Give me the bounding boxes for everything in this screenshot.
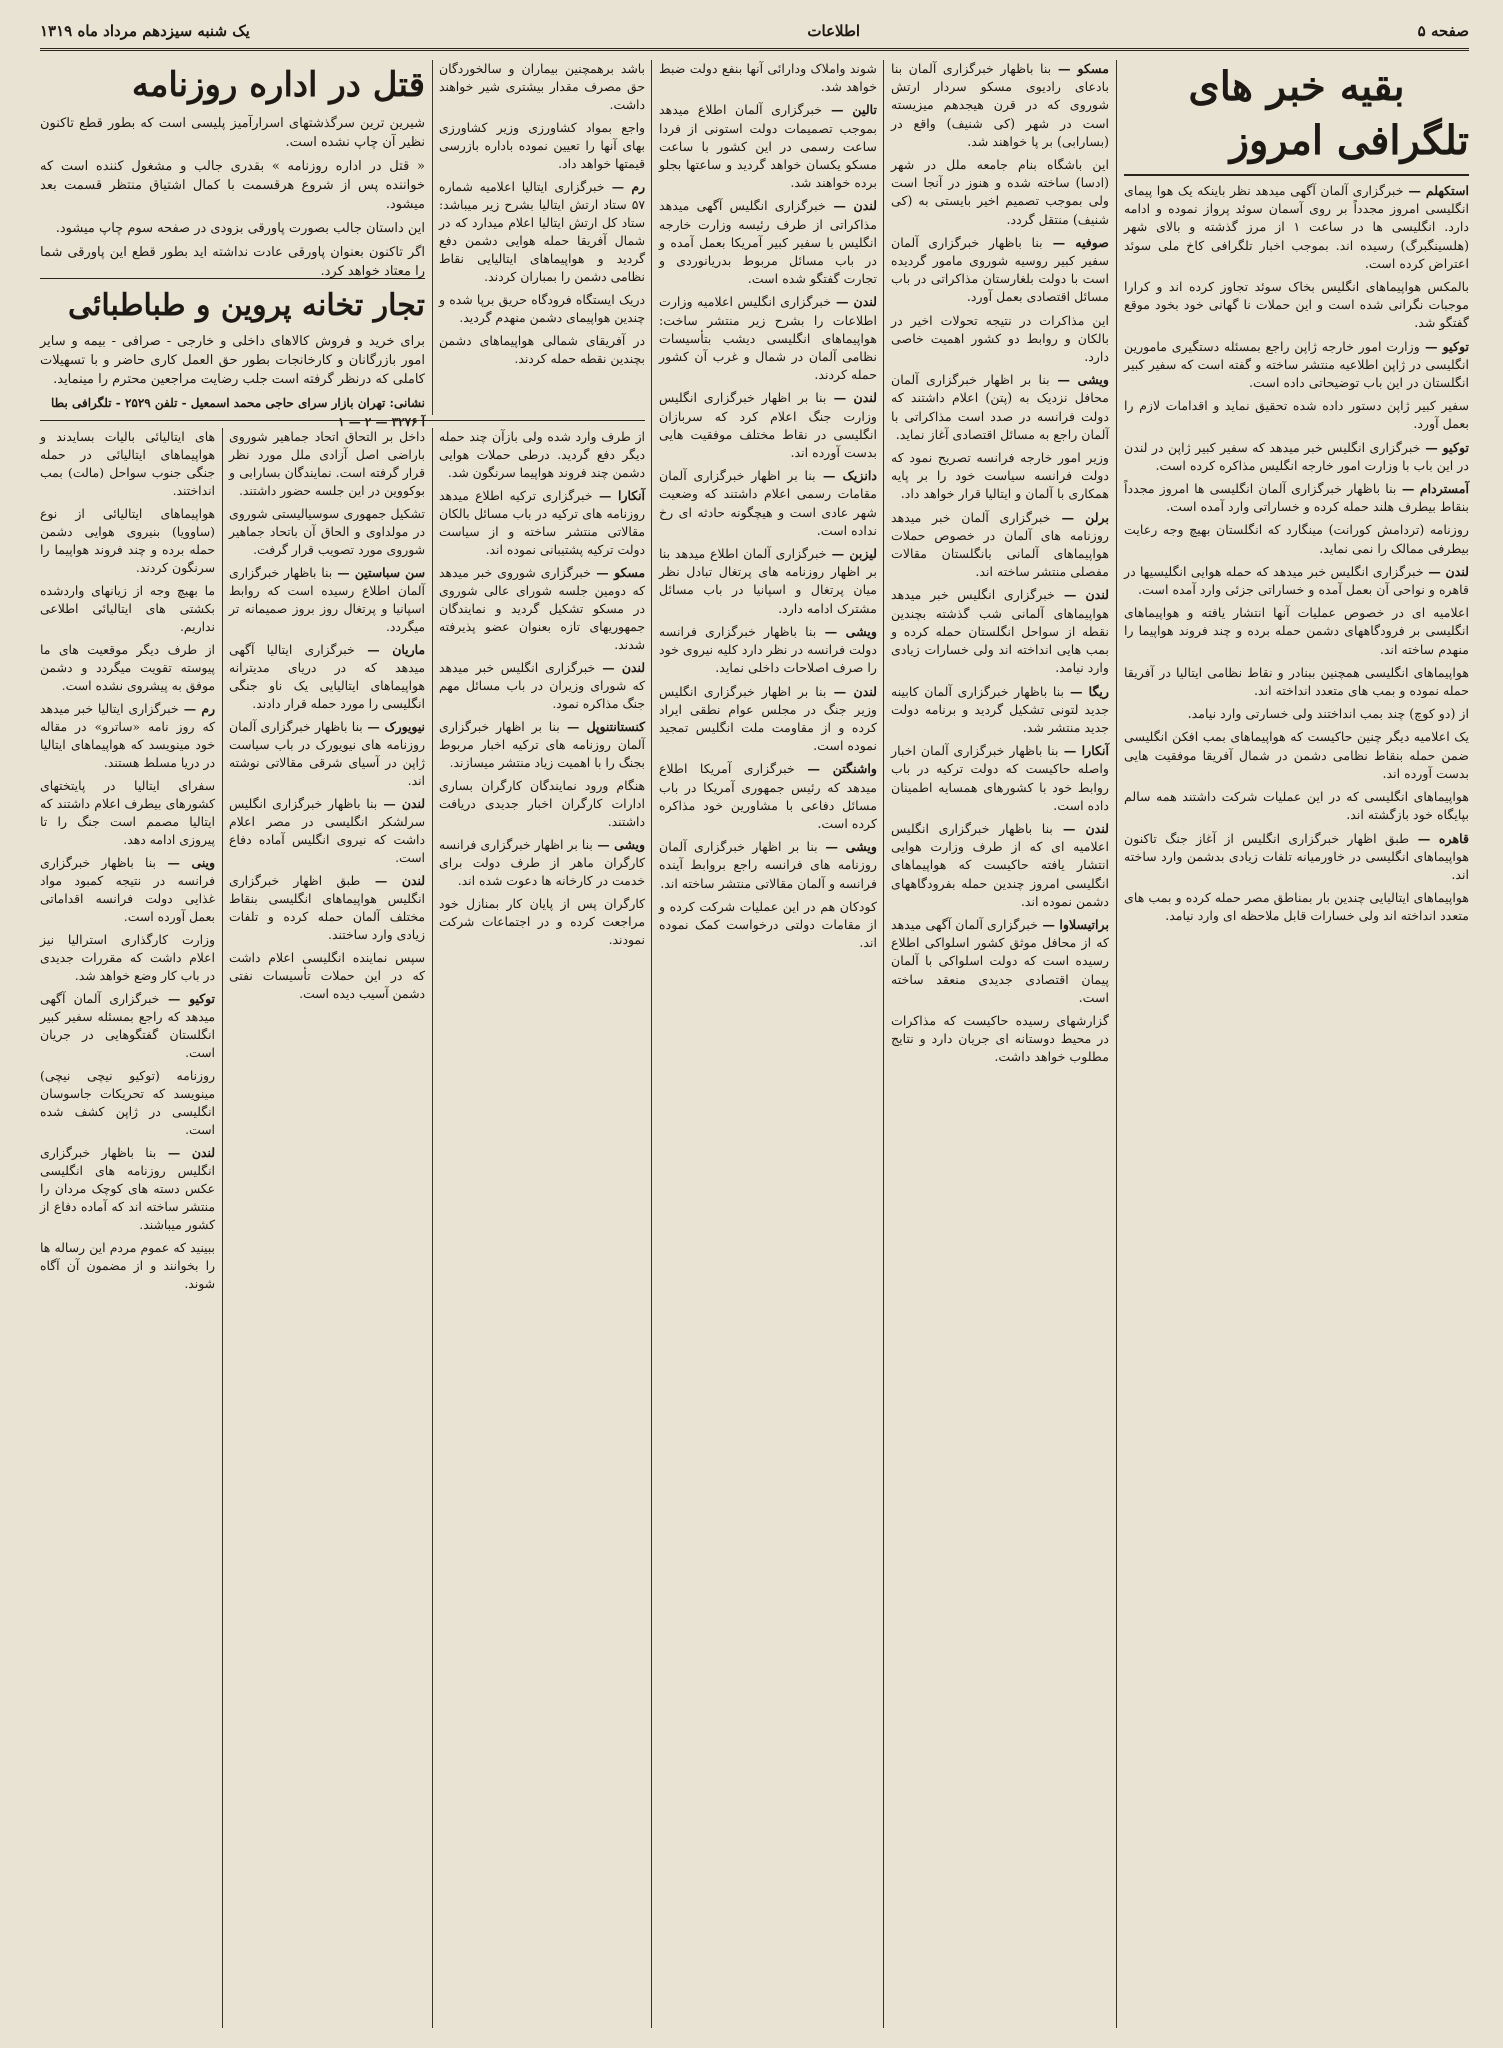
dateline: آنکارا — [1058, 743, 1109, 759]
top-left-news [439, 60, 645, 415]
news-paragraph: ویشی — بنا بر اظهار خبرگزاری آلمان محافل نزدیک به (پتن) اعلام داشتند که دولت فرانسه در صدد است مذاکراتی با آلمان راجع به مسائل اقتصادی آغاز نماید. [891, 372, 1109, 442]
dateline: استکهلم — [1403, 183, 1469, 198]
dateline: لندن — [1052, 820, 1109, 836]
news-paragraph: ببینید که عموم مردم این رساله ها را بخوانند و از مضمون آن آگاه شوند. [40, 1240, 215, 1291]
news-paragraph: کودکان هم در این عملیات شرکت کرده و از مقامات دولتی درخواست کمک نموده اند. [659, 898, 877, 951]
lower-column-3 [40, 428, 215, 2028]
lower-col1-paragraphs [439, 428, 645, 949]
top-left-paragraphs [439, 60, 645, 368]
trading-house-title: تجار تخانه پروین و طباطبائی [68, 288, 425, 323]
news-paragraph: کنستانتنوپل — بنا بر اظهار خبرگزاری آلمان روزنامه های ترکیه اخبار مربوط بجنگ را با اهمیت زیاد منتشر میسازند. [439, 719, 646, 770]
news-paragraph: های ایتالیائی بالیات بسایدند و هواپیماهای ایتالیائی در حمله جنگی جنوب سواحل (مالت) بمب انداختند. [40, 429, 215, 498]
news-paragraph: لندن — خبرگزاری انگلیس اعلامیه وزارت اطلاعات را بشرح زیر منتشر ساخت: هواپیماهای انگلیسی دیشب بتأسیسات نظامی آلمان در شمال و غرب آن کشور حمله کردند. [659, 294, 877, 383]
ad-paragraph: « قتل در اداره روزنامه » بقدری جالب و مشغول کننده است که خواننده پس از شروع هرقسمت با کمال اشتیاق منتظر قسمت بعد میشود. [40, 159, 425, 212]
news-paragraph: استکهلم — خبرگزاری آلمان آگهی میدهد نظر باینکه یک هوا پیمای انگلیسی امروز مجدداً بر روی آسمان سوئد پرواز نموده و ادامه دارد. انگلیسی ها در ساعت ۱ از مرز گذشته و بالای شهر (هلسینگبرگ) رسیده اند. بموجب اخبار تلگرافی کاخ ملی سوئد اعتراض کرده است. [1124, 183, 1469, 271]
lower-column-1 [439, 428, 645, 2028]
paper-name: اطلاعات [807, 22, 861, 40]
main-headline: بقیه خبر های تلگرافی امروز [1124, 60, 1469, 176]
dateline: رم — [178, 701, 215, 716]
dateline: ویشی — [1049, 372, 1109, 388]
dateline: ویشی — [816, 623, 877, 639]
news-paragraph: لندن — بنا باظهار خبرگزاری انگلیس روزنامه های انگلیسی عکس دسته های کوچک مردان را منتشر ساخته اند که آماده دفاع از کشور میباشند. [40, 1145, 215, 1232]
news-paragraph: لندن — بنا باظهار خبرگزاری انگلیس اعلامیه ای که از طرف وزارت هوایی انتشار یافته حاکیست که هواپیماهای انگلیسی امروز چندین حمله بفرودگاههای دشمن نموده اند. [891, 820, 1109, 909]
col3-paragraphs [659, 60, 877, 952]
folio-bar [40, 18, 1469, 51]
dateline: براتیسلاوا — [1037, 916, 1110, 932]
news-paragraph: این مذاکرات در نتیجه تحولات اخیر در بالکان و روابط دو کشور اهمیت خاصی دارد. [891, 312, 1109, 365]
news-paragraph: رم — خبرگزاری ایتالیا اعلامیه شماره ۵۷ ستاد ارتش ایتالیا بشرح زیر میباشد: ستاد کل ارتش ایتالیا اعلام میدارد که در شمال آفریقا حمله هوایی دشمن دفع گردید و هواپیماهای ایتالیایی نقاط نظامی دشمن را بمباران کردند. [439, 179, 645, 284]
dateline: مسکو — [590, 565, 646, 580]
news-paragraph: لندن — خبرگزاری انگلیس آگهی میدهد مذاکراتی از طرف رئیسه وزارت خارجه انگلیس با سفیر کبیر آمریکا بعمل آمده و در باب مسائل مربوط بدریانوردی و تجارت گفتگو شده است. [659, 198, 877, 287]
news-paragraph: از طرف دیگر موقعیت های ما پیوسته تقویت میگردد و دشمن موفق به پیشروی نشده است. [40, 642, 215, 693]
news-paragraph: در آفریقای شمالی هواپیماهای دشمن بچندین نقطه حمله کردند. [439, 333, 645, 366]
news-paragraph: لندن — خبرگزاری انگلیس خبر میدهد که شورای وزیران در باب مسائل مهم جنگ مذاکره نمود. [439, 660, 645, 711]
news-paragraph: مسکو — بنا باظهار خبرگزاری آلمان بنا بادعای رادیوی مسکو سردار ارتش شوروی که در قرن هیجدهم میزیسته است در شهر (کی شنیف) واقع در (بسارابی) بر پا خواهند شد. [891, 61, 1109, 149]
page-number: صفحه ۵ [1417, 22, 1469, 40]
column-2 [891, 60, 1109, 2028]
dateline: لندن — [595, 660, 645, 675]
news-paragraph: براتیسلاوا — خبرگزاری آلمان آگهی میدهد که از محافل موثق کشور اسلواکی اطلاع رسیده است که دولت اسلواکی با آلمان پیمان اقتصادی جدیدی منعقد ساخته است. [891, 916, 1110, 1005]
dateline: لندن — [826, 390, 877, 406]
news-paragraph: رم — خبرگزاری ایتالیا خبر میدهد که روز نامه «ساترو» در مقاله خود مینویسد که هواپیماهای ایتالیا در دریا مسلط هستند. [40, 701, 215, 770]
dateline: دانزیک — [815, 468, 877, 484]
news-paragraph: باشد برهمچنین بیماران و سالخوردگان حق مصرف مقدار بیشتری شیر خواهند داشت. [439, 61, 645, 112]
news-paragraph: دانزیک — بنا بر اظهار خبرگزاری آلمان مقامات رسمی اعلام داشتند که وضعیت شهر عادی است و هیچگونه حادثه ای رخ نداده است. [659, 468, 877, 538]
dateline: وینی — [155, 855, 215, 870]
news-paragraph: توکیو — وزارت امور خارجه ژاپن راجع بمسئله دستگیری مامورین انگلیسی در ژاپن اطلاعیه منتشر ساخته و گفته است که سفیر کبیر انگلستان در این باب توضیحاتی داده است. [1124, 338, 1469, 391]
news-paragraph: وزارت کارگذاری استرالیا نیز اعلام داشت که مقررات جدیدی در باب کار وضع خواهد شد. [40, 932, 215, 983]
dateline: توکیو — [1420, 439, 1469, 455]
dateline: توکیو — [159, 991, 215, 1006]
news-paragraph: هنگام ورود نمایندگان کارگران بساری ادارات کارگران اخبار جدیدی دریافت داشتند. [439, 778, 645, 829]
issue-date: یک شنبه سیزدهم مرداد ماه ۱۳۱۹ [40, 22, 250, 40]
news-paragraph: داخل بر التحاق اتحاد جماهیر شوروی باراضی اصل آزادی ملل مورد نظر قرار گرفته است. نمایندگان بسارابی و بوکووین در این جلسه حضور داشتند. [229, 429, 425, 498]
news-paragraph: هواپیماهای ایتالیایی چندین بار بمناطق مصر حمله کرده و بمب های متعدد انداخته اند ولی خسارات قابل ملاحظه ای وارد نیامد. [1124, 890, 1469, 924]
dateline: لندن — [1054, 587, 1109, 603]
column-rule [883, 60, 884, 2028]
page-grid [40, 60, 1469, 2028]
dateline: لندن — [825, 198, 877, 214]
news-paragraph: آنکارا — بنا باظهار خبرگزاری آلمان اخبار واصله حاکیست که دولت ترکیه در باب روابط خود با کشورهای همسایه اطمینان داده است. [891, 743, 1109, 813]
shop-paragraphs [40, 332, 425, 389]
column-rule [1116, 60, 1117, 2028]
news-paragraph: بالمکس هواپیماهای انگلیس بخاک سوئد تجاوز کرده اند و کرارا موجبات نگرانی شده است و این حملات نا گهانی خود بخود موقع گفتگو شد. [1124, 279, 1469, 331]
news-paragraph: مسکو — خبرگزاری شوروی خبر میدهد که دومین جلسه شورای عالی شوروی در مسکو تشکیل گردید و نمایندگان جمهوریهای تازه بعنوان عضو پذیرفته شدند. [439, 565, 646, 652]
shop-address: نشانی: تهران بازار سرای حاجی محمد اسمعیل - تلفن ۲۵۲۹ - تلگرافی بطا [50, 396, 425, 410]
dateline: نیویورک — [362, 719, 426, 734]
news-paragraph: وینی — بنا باظهار خبرگزاری فرانسه در نتیجه کمبود مواد غذایی دولت فرانسه اقداماتی بعمل آورده است. [40, 855, 215, 924]
column-rule [432, 60, 433, 415]
news-paragraph: واجع بمواد کشاورزی وزیر کشاورزی بهای آنها را تعیین نموده باداره بازرسی قیمتها خواهد داد. [439, 120, 645, 171]
news-paragraph: دریک ایستگاه فرودگاه حریق برپا شده و چندین هواپیمای دشمن منهدم گردید. [439, 292, 645, 325]
col2-paragraphs [891, 60, 1109, 1067]
lower-col3-paragraphs [40, 428, 215, 1293]
news-paragraph: تشکیل جمهوری سوسیالیستی شوروی در مولداوی و الحاق آن باتحاد جماهیر شوروی مورد تصویب قرار گرفت. [229, 506, 425, 557]
dateline: توکیو — [1419, 338, 1469, 354]
news-paragraph: صوفیه — بنا باظهار خبرگزاری آلمان سفیر کبیر روسیه شوروی مامور گردیده است با دولت بلغارستان مذاکراتی در باب مسائل اقتصادی بعمل آورد. [891, 234, 1109, 305]
shop-code: آ ۳۲۷۶ — ۲ — ۱ [338, 415, 425, 429]
dateline: ویشی — [592, 837, 645, 852]
news-paragraph: لندن — خبرگزاری انگلیس خبر میدهد هواپیماهای آلمانی شب گذشته بچندین نقطه از سواحل انگلستان حمله کرده و بمب هایی انداخته اند ولی خسارات زیادی وارد نیامد. [891, 587, 1109, 676]
dateline: آنکارا — [592, 488, 645, 503]
dateline: لندن — [360, 873, 426, 888]
dateline: صوفیه — [1042, 234, 1109, 250]
column-rule [651, 60, 652, 2028]
dateline: ریگا — [1064, 683, 1109, 699]
news-paragraph: هواپیماهای ایتالیائی از نوع (ساوویا) بنیروی هوایی دشمن حمله برده و چند فروند هواپیما را سرنگون کردند. [40, 506, 215, 575]
dateline: لندن — [377, 796, 425, 811]
crime-serial-ad [40, 60, 425, 279]
news-paragraph: وزیر امور خارجه فرانسه تصریح نمود که دولت فرانسه سیاست خود را بر پایه همکاری با آلمان و ایتالیا قرار خواهد داد. [891, 450, 1109, 502]
news-paragraph: لندن — بنا بر اظهار خبرگزاری انگلیس وزیر جنگ در مجلس عوام نطقی ایراد کرده و از مقاومت ملت انگلیس تمجید نموده است. [659, 683, 877, 754]
dateline: لندن — [156, 1145, 215, 1160]
news-paragraph: برلن — خبرگزاری آلمان خبر میدهد روزنامه های آلمان در خصوص حملات هواپیماهای آلمانی بانگلستان مقالات مفصلی منتشر ساخته اند. [891, 509, 1109, 580]
dateline: واشنگتن — [794, 761, 878, 777]
dateline: تالین — [822, 102, 877, 118]
right-paragraphs [1124, 182, 1469, 926]
news-paragraph: قاهره — طبق اظهار خبرگزاری انگلیس از آغاز جنگ تاکنون هواپیماهای انگلیسی در خاورمیانه تلفات زیادی بدشمن وارد ساخته اند. [1124, 830, 1469, 882]
news-paragraph: توکیو — خبرگزاری انگلیس خبر میدهد که سفیر کبیر ژاپن در لندن در این باب با وزارت امور خارجه انگلیس مذاکره کرده است. [1124, 439, 1469, 473]
news-paragraph: یک اعلامیه دیگر چنین حاکیست که هواپیماهای بمب افکن انگلیسی ضمن حمله بنقاط نظامی دشمن در شمال آفریقا موفقیت هایی بدست آورده اند. [1124, 729, 1469, 781]
column-telegraph-news [1124, 60, 1469, 2028]
column-3 [659, 60, 877, 2028]
dateline: ماریان — [354, 642, 425, 657]
section-rule [40, 420, 645, 421]
news-paragraph: هواپیماهای انگلیسی که در این عملیات شرکت داشتند همه سالم بپایگاه خود بازگشته اند. [1124, 789, 1469, 823]
news-paragraph: سن سباستین — بنا باظهار خبرگزاری آلمان اطلاع رسیده است که روابط اسپانیا و پرتغال روز بروز صمیمانه تر میگردد. [229, 565, 425, 634]
dateline: لیزبن — [826, 546, 877, 562]
news-paragraph: لندن — خبرگزاری انگلیس خبر میدهد که حمله هوایی انگلیسیها در قاهره و نواحی آن بعمل آمده و خساراتی جزئی وارد آمده است. [1124, 563, 1470, 598]
news-paragraph: آمستردام — بنا باظهار خبرگزاری آلمان انگلیسی ها امروز مجدداً بنقاط بیطرف هلند حمله کرده و خساراتی وارد آمده است. [1124, 481, 1469, 515]
crime-serial-title: قتل در اداره روزنامه [131, 65, 425, 105]
dateline: کنستانتنوپل — [559, 719, 646, 734]
lower-col2-paragraphs [229, 428, 425, 1003]
trading-house-ad [40, 284, 425, 429]
news-paragraph: آنکارا — خبرگزاری ترکیه اطلاع میدهد روزنامه های ترکیه در باب مسائل بالکان مقالاتی منتشر ساخته و از سیاست دولت ترکیه پشتیبانی نموده اند. [439, 488, 645, 557]
news-paragraph: هواپیماهای انگلیسی همچنین ببنادر و نقاط نظامی ایتالیا در آفریقا حمله نموده و بمب های متعدد انداخته اند. [1124, 664, 1469, 699]
dateline: قاهره — [1409, 830, 1469, 846]
news-paragraph: این باشگاه بنام جامعه ملل در شهر (ادسا) ساخته شده و هنوز در آنجا است ولی بموجب تصمیم اخیر بایستی به (کی شنیف) منتقل گردد. [891, 157, 1109, 227]
news-paragraph: گزارشهای رسیده حاکیست که مذاکرات در محیط دوستانه ای جریان دارد و نتایج مطلوب خواهد داشت. [891, 1012, 1109, 1065]
ad-paragraph: برای خرید و فروش کالاهای داخلی و خارجی - صرافی - بیمه و سایر امور بازرگانان و کارخانجات بطور حق العمل کاری حاضر و با تسهیلات کاملی که درنظر گرفته است جلب رضایت مراجعین محترم را مینماید. [40, 334, 425, 387]
news-paragraph: سپس نماینده انگلیسی اعلام داشت که در این حملات تأسیسات نفتی دشمن آسیب دیده است. [229, 950, 425, 1001]
dateline: ویشی — [817, 839, 877, 855]
box-rule [40, 278, 425, 279]
news-paragraph: سفیر کبیر ژاپن دستور داده شده تحقیق نماید و اقدامات لازم را بعمل آورد. [1124, 398, 1469, 432]
dateline: رم — [604, 179, 645, 194]
news-paragraph: کارگران پس از پایان کار بمنازل خود مراجعت کرده و در اجتماعات شرکت نمودند. [439, 896, 645, 947]
dateline: مسکو — [1051, 61, 1109, 76]
ad-paragraph: شیرین ترین سرگذشتهای اسرارآمیز پلیسی است که بطور قطع تاکنون نظیر آن چاپ نشده است. [40, 116, 425, 150]
dateline: آمستردام — [1396, 481, 1469, 497]
column-rule [432, 428, 433, 2028]
news-paragraph: شوند واملاک ودارائی آنها بنفع دولت ضبط خواهد شد. [659, 61, 877, 95]
news-paragraph: سفرای ایتالیا در پایتختهای کشورهای بیطرف اعلام داشتند که ایتالیا مصمم است جنگ را تا پیروزی ادامه دهد. [40, 778, 215, 847]
news-paragraph: ریگا — بنا باظهار خبرگزاری آلمان کابینه جدید لتونی تشکیل گردید و برنامه دولت جدید منتشر شد. [891, 683, 1109, 735]
lower-column-2 [229, 428, 425, 2028]
news-paragraph: ویشی — بنا بر اظهار خبرگزاری آلمان روزنامه های فرانسه راجع بروابط آینده فرانسه و آلمان مقالاتی منتشر ساخته اند. [659, 839, 877, 891]
dateline: لندن — [826, 683, 877, 699]
news-paragraph: واشنگتن — خبرگزاری آمریکا اطلاع میدهد که رئیس جمهوری آمریکا در باب مسائل دفاعی با مشاورین خود مذاکره کرده است. [659, 761, 878, 831]
news-paragraph: ویشی — بنا بر اظهار خبرگزاری فرانسه کارگران ماهر از طرف دولت برای خدمت در کارخانه ها دعوت شده اند. [439, 837, 645, 888]
news-paragraph: لندن — طبق اظهار خبرگزاری انگلیس هواپیماهای انگلیسی بنقاط مختلف آلمان حمله کرده و تلفات زیادی وارد ساختند. [229, 873, 426, 942]
dateline: لندن — [831, 294, 877, 310]
news-paragraph: لندن — بنا بر اظهار خبرگزاری انگلیس وزارت جنگ اعلام کرد که سربازان انگلیسی در نقاط مختلف موفقیت هایی بدست آورده اند. [659, 390, 877, 461]
crime-paragraphs [40, 114, 425, 281]
news-paragraph: روزنامه (توکیو نیچی نیچی) مینویسد که تحریکات جاسوسان انگلیسی در ژاپن کشف شده است. [40, 1068, 215, 1137]
dateline: سن سباستین — [332, 565, 425, 580]
dateline: لندن — [1423, 563, 1470, 579]
news-paragraph: روزنامه (تردامش کورانت) مینگارد که انگلستان بهیچ وجه رعایت بیطرفی ممالک را نمی نماید. [1124, 522, 1469, 556]
news-paragraph: تالین — خبرگزاری آلمان اطلاع میدهد بموجب تصمیمات دولت استونی از فردا ساعت رسمی در این کشور با ساعت مسکو یکسان خواهد گردید و ساعتها بجلو برده خواهند شد. [659, 102, 877, 191]
news-paragraph: لیزبن — خبرگزاری آلمان اطلاع میدهد بنا بر اظهار روزنامه های پرتغال تبادل نظر میان پرتغال و اسپانیا در باب مسائل مشترک ادامه دارد. [659, 546, 877, 616]
news-paragraph: از (دو کوچ) چند بمب انداختند ولی خسارتی وارد نیامد. [1187, 706, 1469, 722]
news-paragraph: توکیو — خبرگزاری آلمان آگهی میدهد که راجع بمسئله سفیر کبیر انگلستان گفتگوهایی در جریان است. [40, 991, 215, 1060]
ad-paragraph: این داستان جالب بصورت پاورقی بزودی در صفحه سوم چاپ میشود. [55, 221, 425, 236]
news-paragraph: اعلامیه ای در خصوص عملیات آنها انتشار یافته و هواپیماهای انگلیسی بر فرودگاههای دشمن حمله برده و چند فروند هواپیما را منهدم ساخته اند. [1124, 605, 1469, 657]
dateline: برلن — [1050, 509, 1109, 525]
column-rule [222, 428, 223, 2028]
news-paragraph: ما بهیچ وجه از زیانهای واردشده بکشتی های ایتالیائی اطلاعی نداریم. [40, 583, 215, 634]
news-paragraph: ماریان — خبرگزاری ایتالیا آگهی میدهد که در دریای مدیترانه هواپیماهای ایتالیایی یک ناو جنگی انگلیسی را مورد حمله قرار دادند. [229, 642, 425, 711]
news-paragraph: از طرف وارد شده ولی بازآن چند حمله دیگر دفع گردید. درطی حملات هوایی دشمن چند فروند هواپیما سرنگون شد. [439, 429, 645, 480]
news-paragraph: نیویورک — بنا باظهار خبرگزاری آلمان روزنامه های نیویورک در باب سیاست ژاپن در آسیای شرقی مقالاتی نوشته اند. [229, 719, 426, 788]
news-paragraph: ویشی — بنا باظهار خبرگزاری فرانسه دولت فرانسه در نظر دارد کلیه نیروی خود را صرف اصلاحات داخلی نماید. [659, 623, 877, 676]
news-paragraph: لندن — بنا باظهار خبرگزاری انگلیس سرلشکر انگلیسی در مصر اعلام داشت که نیروی انگلیس آماده دفاع است. [229, 796, 425, 865]
ad-paragraph: اگر تاکنون بعنوان پاورقی عادت نداشته اید بطور قطع این پاورقی شما را معتاد خواهد کرد. [40, 245, 425, 279]
